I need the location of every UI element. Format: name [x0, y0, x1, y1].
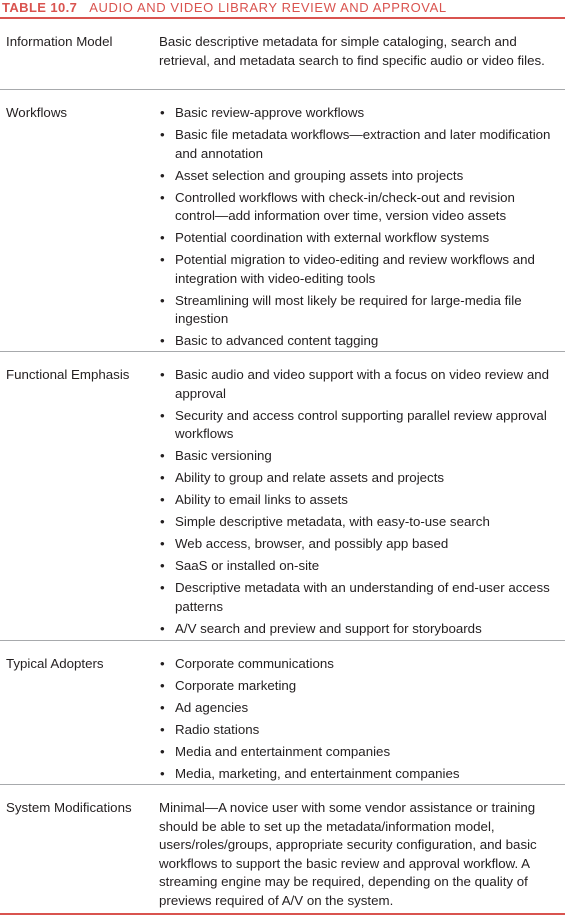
list-item: • Basic review-approve workflows: [159, 104, 554, 123]
list-item: • Corporate communications: [159, 655, 554, 674]
row-content: [159, 104, 554, 354]
list-item: • A/V search and preview and support for storyboards: [159, 620, 554, 639]
list-item: • Ability to email links to assets: [159, 491, 554, 510]
list-item: • Potential migration to video-editing and review workflows and integration with video-editing tools: [159, 251, 554, 288]
row-text: Minimal—A novice user with some vendor assistance or training should be able to set up the metadata/information model, users/roles/groups, appropriate security configuration, and basic workflows to support the basic review and approval workflow. A streaming engine may be required, depending on the quality of previews required of A/V on the system.: [159, 800, 537, 908]
list-item: • Controlled workflows with check-in/check-out and revision control—add information over time, version video assets: [159, 189, 554, 226]
list-item: • Radio stations: [159, 721, 554, 740]
row-content: [159, 655, 554, 787]
row-information-model: [0, 19, 565, 90]
list-item: • Basic to advanced content tagging: [159, 332, 554, 351]
list-item: • Descriptive metadata with an understanding of end-user access patterns: [159, 579, 554, 616]
table-caption: [2, 0, 562, 16]
list-item: • Corporate marketing: [159, 677, 554, 696]
list-item: • Security and access control supporting parallel review approval workflows: [159, 407, 554, 444]
list-item: • Ability to group and relate assets and projects: [159, 469, 554, 488]
list-item: • Media, marketing, and entertainment companies: [159, 765, 554, 784]
bullet-list: [159, 104, 554, 351]
list-item: • Basic file metadata workflows—extraction and later modification and annotation: [159, 126, 554, 163]
row-functional-emphasis: [0, 352, 565, 641]
list-item: • SaaS or installed on-site: [159, 557, 554, 576]
table-number: TABLE 10.7: [2, 0, 78, 15]
row-heading: Functional Emphasis: [6, 367, 130, 382]
row-heading: Typical Adopters: [6, 656, 104, 671]
row-heading: System Modifications: [6, 800, 132, 815]
row-heading: Workflows: [6, 105, 68, 120]
table: [0, 17, 565, 915]
list-item: • Ad agencies: [159, 699, 554, 718]
list-item: • Basic audio and video support with a focus on video review and approval: [159, 366, 554, 403]
list-item: • Basic versioning: [159, 447, 554, 466]
bullet-list: [159, 655, 554, 784]
row-text: Basic descriptive metadata for simple cataloging, search and retrieval, and metadata search to find specific audio or video files.: [159, 34, 545, 68]
row-content: [159, 366, 554, 642]
row-content: [159, 799, 554, 910]
list-item: • Web access, browser, and possibly app based: [159, 535, 554, 554]
list-item: • Media and entertainment companies: [159, 743, 554, 762]
list-item: • Streamlining will most likely be required for large-media file ingestion: [159, 292, 554, 329]
bullet-list: [159, 366, 554, 638]
row-content: [159, 33, 554, 70]
list-item: • Potential coordination with external workflow systems: [159, 229, 554, 248]
list-item: • Asset selection and grouping assets into projects: [159, 167, 554, 186]
row-typical-adopters: [0, 641, 565, 785]
row-workflows: [0, 90, 565, 352]
table-title: AUDIO AND VIDEO LIBRARY REVIEW AND APPROVAL: [89, 0, 447, 15]
row-system-modifications: [0, 785, 565, 915]
list-item: • Simple descriptive metadata, with easy-to-use search: [159, 513, 554, 532]
row-heading: Information Model: [6, 34, 113, 49]
